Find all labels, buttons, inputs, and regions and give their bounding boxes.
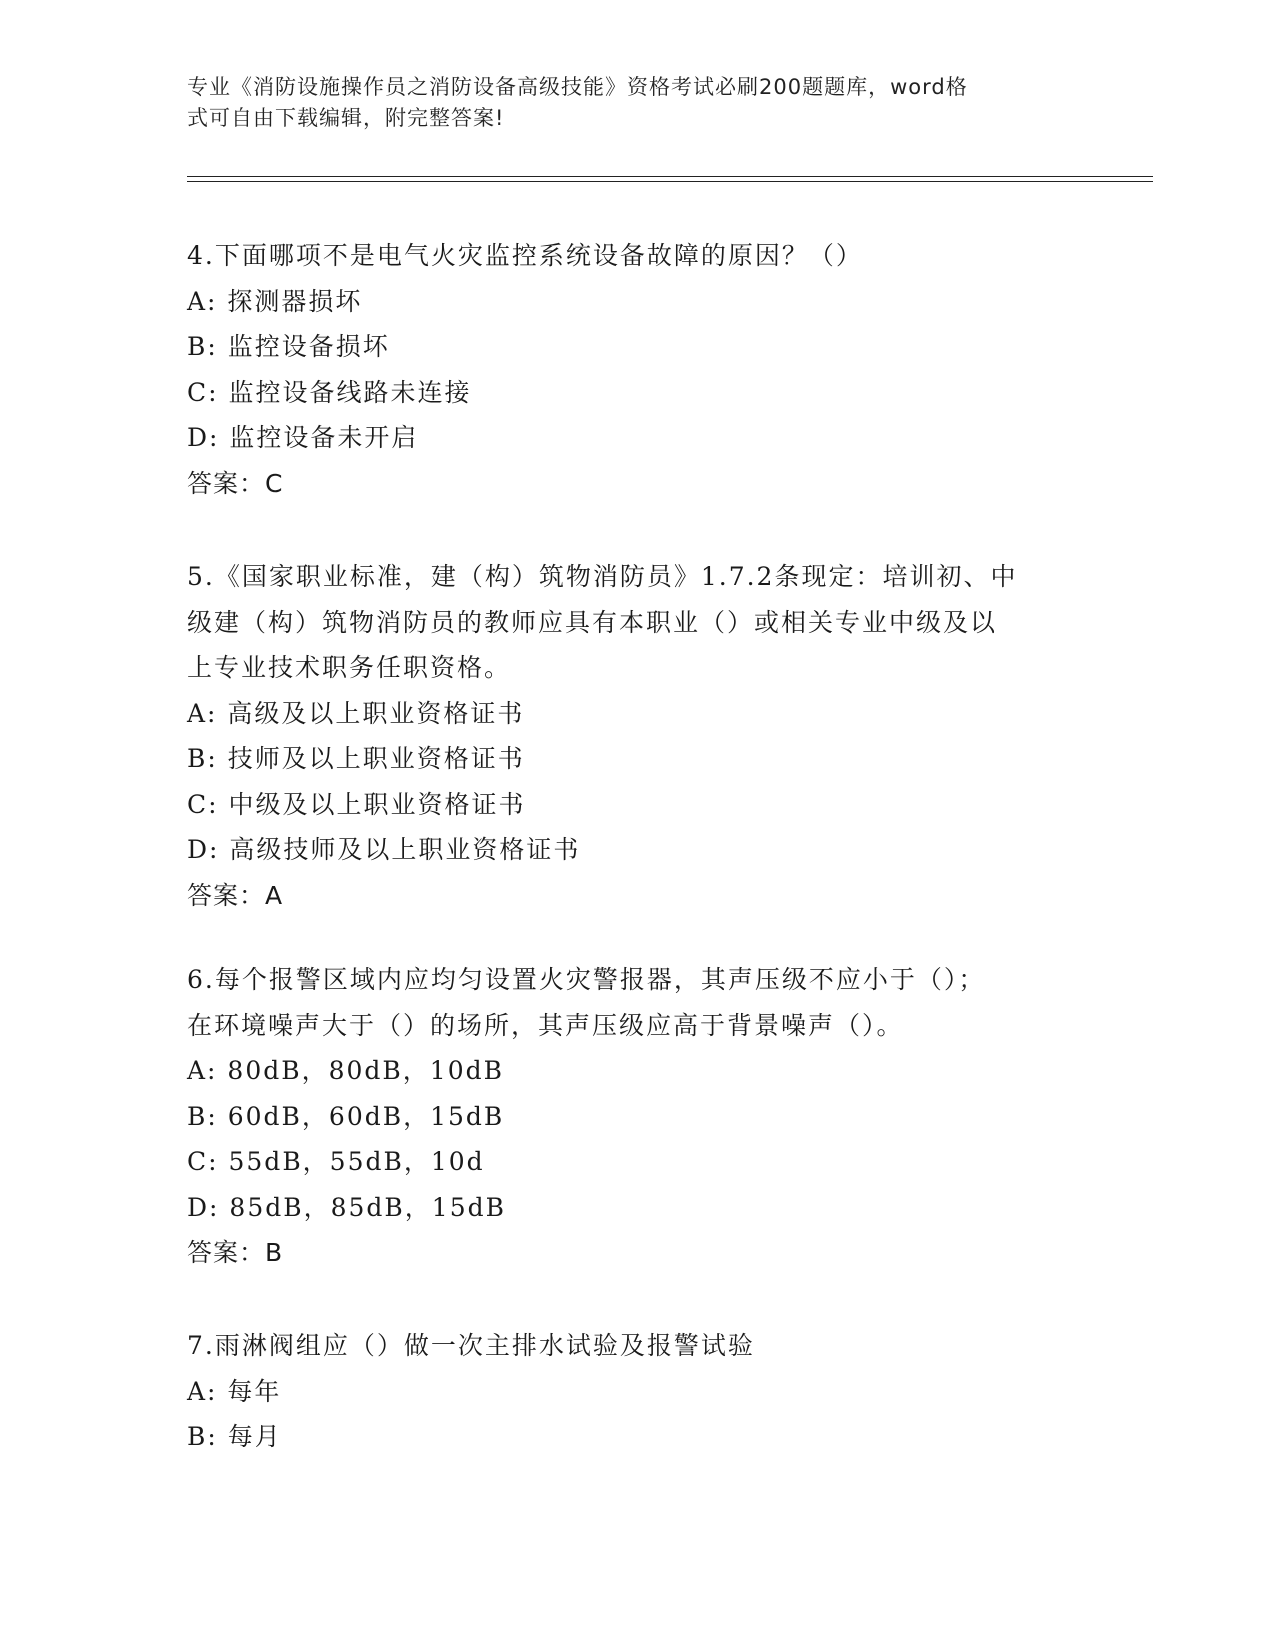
option-b: B: 监控设备损坏	[187, 332, 390, 361]
answer-text: 答案：B	[187, 1238, 284, 1267]
option-a: A: 高级及以上职业资格证书	[187, 698, 525, 728]
question-stem: 7.雨淋阀组应（）做一次主排水试验及报警试验	[187, 1331, 755, 1360]
question-stem-line-1: 6.每个报警区域内应均匀设置火灾警报器，其声压级不应小于（）；	[187, 965, 986, 994]
header-line-1: 专业《消防设施操作员之消防设备高级技能》资格考试必刷200题题库，word格	[187, 75, 968, 99]
question-stem-line-2: 级建（构）筑物消防员的教师应具有本职业（）或相关专业中级及以	[187, 607, 998, 637]
question-stem-line-1: 5.《国家职业标准，建（构）筑物消防员》1.7.2条现定：培训初、中	[187, 562, 1018, 591]
option-b: B: 技师及以上职业资格证书	[187, 744, 525, 773]
option-a: A: 80dB，80dB，10dB	[187, 1056, 504, 1085]
answer-text: 答案：A	[187, 880, 284, 910]
question-stem: 4.下面哪项不是电气火灾监控系统设备故障的原因？（）	[187, 241, 863, 270]
question-stem-line-2: 在环境噪声大于（）的场所，其声压级应高于背景噪声（）。	[187, 1010, 904, 1040]
header-line-2: 式可自由下载编辑，附完整答案!	[187, 106, 505, 130]
option-c: C: 55dB，55dB，10d	[187, 1147, 485, 1176]
question-stem-line-3: 上专业技术职务任职资格。	[187, 653, 512, 682]
option-d: D: 监控设备未开启	[187, 423, 419, 452]
option-c: C: 监控设备线路未连接	[187, 377, 472, 407]
option-b: B: 每月	[187, 1422, 282, 1451]
option-c: C: 中级及以上职业资格证书	[187, 789, 526, 819]
document-header	[187, 72, 1067, 134]
option-d: D: 85dB，85dB，15dB	[187, 1192, 506, 1222]
header-divider-bottom	[187, 181, 1153, 182]
question-4	[187, 233, 1067, 506]
option-a: A: 探测器损坏	[187, 286, 363, 316]
question-6	[187, 957, 1067, 1276]
option-d: D: 高级技师及以上职业资格证书	[187, 835, 581, 864]
answer-text: 答案：C	[187, 468, 284, 498]
option-a: A: 每年	[187, 1376, 282, 1406]
option-b: B: 60dB，60dB，15dB	[187, 1101, 505, 1131]
question-7	[187, 1323, 1067, 1460]
question-5	[187, 554, 1067, 918]
header-divider-top	[187, 176, 1153, 177]
